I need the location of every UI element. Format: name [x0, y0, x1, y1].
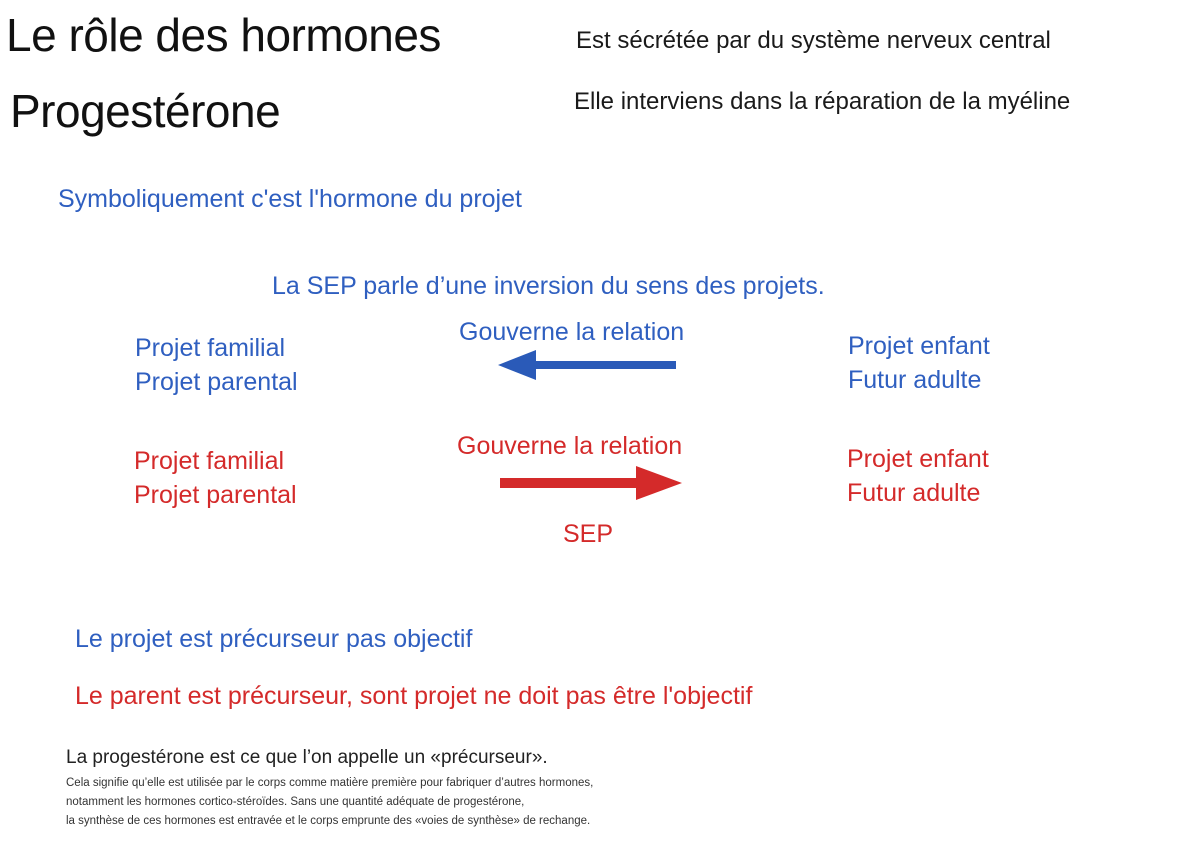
normal-relation-label: Gouverne la relation — [459, 318, 685, 346]
normal-left-line-1: Projet familial — [135, 334, 286, 362]
right-arrow-shaft — [500, 478, 640, 488]
right-arrow-icon — [500, 464, 682, 502]
sep-right-group — [847, 442, 989, 510]
normal-right-group — [848, 329, 990, 397]
note-secretion: Est sécrétée par du système nerveux central — [576, 27, 1051, 54]
conclusion-red: Le parent est précurseur, sont projet ne doit pas être l'objectif — [75, 682, 753, 710]
normal-right-line-1: Projet enfant — [848, 332, 990, 360]
right-arrow-head — [636, 466, 682, 500]
left-arrow-head — [498, 350, 536, 380]
footer-line-1: Cela signifie qu’elle est utilisée par le corps comme matière première pour fabriquer d’autres hormones, — [66, 777, 594, 789]
sep-caption: SEP — [563, 520, 614, 548]
left-arrow-icon — [498, 348, 678, 382]
slide-title: Le rôle des hormones — [6, 9, 441, 61]
sep-left-group — [134, 444, 297, 512]
slide-subtitle: Progestérone — [10, 85, 281, 137]
sep-right-line-2: Futur adulte — [847, 479, 981, 507]
sep-statement: La SEP parle d’une inversion du sens des projets. — [272, 272, 825, 300]
footer-line-2: notamment les hormones cortico-stéroïdes. Sans une quantité adéquate de progestérone, — [66, 796, 525, 808]
left-arrow-shaft — [532, 361, 676, 369]
note-myelin: Elle interviens dans la réparation de la myéline — [574, 88, 1071, 115]
intro-text: Symboliquement c'est l'hormone du projet — [58, 185, 522, 213]
sep-left-line-1: Projet familial — [134, 447, 285, 475]
sep-right-line-1: Projet enfant — [847, 445, 989, 473]
footer-main: La progestérone est ce que l’on appelle un «précurseur». — [66, 747, 548, 768]
sep-left-line-2: Projet parental — [134, 481, 297, 509]
footer-line-3: la synthèse de ces hormones est entravée et le corps emprunte des «voies de synthèse» de rechange. — [66, 815, 591, 827]
normal-left-group — [135, 331, 298, 399]
footer-paragraph — [66, 774, 593, 831]
normal-right-line-2: Futur adulte — [848, 366, 982, 394]
sep-relation-label: Gouverne la relation — [457, 432, 683, 460]
conclusion-blue: Le projet est précurseur pas objectif — [75, 625, 473, 653]
normal-left-line-2: Projet parental — [135, 368, 298, 396]
